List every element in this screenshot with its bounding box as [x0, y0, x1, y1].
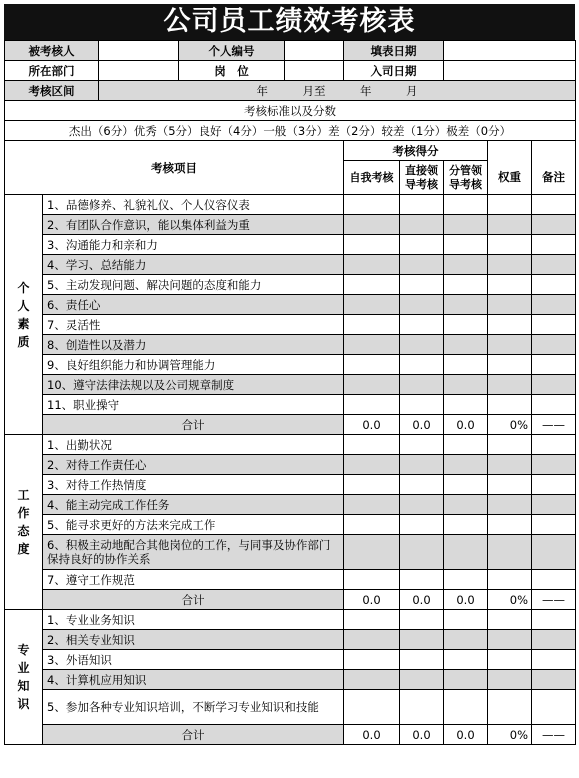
self-score-cell[interactable]: [344, 630, 400, 650]
total-manager: 0.0: [444, 415, 488, 435]
direct-score-cell[interactable]: [400, 670, 444, 690]
weight-cell[interactable]: [488, 630, 532, 650]
item-label: 10、遵守法律法规以及公司规章制度: [43, 375, 344, 395]
self-score-cell[interactable]: [344, 255, 400, 275]
section-professional-knowledge: [5, 610, 43, 745]
column-direct: 直接领导考核: [400, 161, 444, 195]
weight-cell[interactable]: [488, 295, 532, 315]
table-row: [5, 495, 576, 515]
manager-score-cell[interactable]: [444, 455, 488, 475]
staff-id-field[interactable]: [285, 41, 344, 61]
manager-score-cell[interactable]: [444, 355, 488, 375]
weight-cell[interactable]: [488, 355, 532, 375]
weight-cell[interactable]: [488, 475, 532, 495]
item-label: 4、能主动完成工作任务: [43, 495, 344, 515]
direct-score-cell[interactable]: [400, 215, 444, 235]
self-score-cell[interactable]: [344, 395, 400, 415]
table-row: [5, 295, 576, 315]
note-cell[interactable]: [532, 650, 576, 670]
evaluation-table: [4, 40, 576, 745]
total-label: 合计: [43, 415, 344, 435]
evaluatee-field[interactable]: [99, 41, 179, 61]
label-position: 岗 位: [179, 61, 285, 81]
item-label: 9、良好组织能力和协调管理能力: [43, 355, 344, 375]
weight-cell[interactable]: [488, 690, 532, 725]
table-row: [5, 375, 576, 395]
label-staff-id: 个人编号: [179, 41, 285, 61]
direct-score-cell[interactable]: [400, 475, 444, 495]
form-title: 公司员工绩效考核表: [4, 4, 575, 40]
weight-cell[interactable]: [488, 650, 532, 670]
join-date-field[interactable]: [444, 61, 576, 81]
item-label: 3、外语知识: [43, 650, 344, 670]
total-label: 合计: [43, 590, 344, 610]
weight-cell[interactable]: [488, 455, 532, 475]
total-manager: 0.0: [444, 725, 488, 745]
note-cell[interactable]: [532, 295, 576, 315]
manager-score-cell[interactable]: [444, 610, 488, 630]
self-score-cell[interactable]: [344, 275, 400, 295]
period-field[interactable]: 年 月至 年 月: [99, 81, 576, 101]
table-row: [5, 335, 576, 355]
table-row: [5, 275, 576, 295]
note-cell[interactable]: [532, 690, 576, 725]
item-label: 8、创造性以及潜力: [43, 335, 344, 355]
item-label: 1、出勤状况: [43, 435, 344, 455]
note-cell[interactable]: [532, 630, 576, 650]
manager-score-cell[interactable]: [444, 495, 488, 515]
criteria-scale: 杰出（6分）优秀（5分）良好（4分）一般（3分）差（2分）较差（1分）极差（0分）: [5, 121, 576, 141]
header-blank-weight: [488, 141, 532, 161]
note-cell[interactable]: [532, 570, 576, 590]
direct-score-cell[interactable]: [400, 610, 444, 630]
item-label: 2、相关专业知识: [43, 630, 344, 650]
label-period: 考核区间: [5, 81, 99, 101]
self-score-cell[interactable]: [344, 215, 400, 235]
weight-cell[interactable]: [488, 610, 532, 630]
direct-score-cell[interactable]: [400, 355, 444, 375]
weight-cell[interactable]: [488, 535, 532, 570]
item-label: 7、遵守工作规范: [43, 570, 344, 590]
manager-score-cell[interactable]: [444, 690, 488, 725]
self-score-cell[interactable]: [344, 670, 400, 690]
direct-score-cell[interactable]: [400, 255, 444, 275]
manager-score-cell[interactable]: [444, 375, 488, 395]
manager-score-cell[interactable]: [444, 235, 488, 255]
self-score-cell[interactable]: [344, 690, 400, 725]
label-evaluatee: 被考核人: [5, 41, 99, 61]
direct-score-cell[interactable]: [400, 455, 444, 475]
evaluation-form: [4, 4, 575, 745]
item-label: 6、积极主动地配合其他岗位的工作，与同事及协作部门保持良好的协作关系: [43, 535, 344, 570]
item-label: 5、参加各种专业知识培训，不断学习专业知识和技能: [43, 690, 344, 725]
self-score-cell[interactable]: [344, 650, 400, 670]
manager-score-cell[interactable]: [444, 670, 488, 690]
column-score-group: 考核得分: [344, 141, 488, 161]
table-row: [5, 535, 576, 570]
table-row: [5, 255, 576, 275]
table-row: [5, 395, 576, 415]
self-score-cell[interactable]: [344, 375, 400, 395]
direct-score-cell[interactable]: [400, 235, 444, 255]
note-cell[interactable]: [532, 215, 576, 235]
direct-score-cell[interactable]: [400, 495, 444, 515]
item-label: 2、对待工作责任心: [43, 455, 344, 475]
table-row: [5, 570, 576, 590]
total-note: ——: [532, 415, 576, 435]
total-weight: 0%: [488, 590, 532, 610]
self-score-cell[interactable]: [344, 475, 400, 495]
direct-score-cell[interactable]: [400, 395, 444, 415]
total-note: ——: [532, 725, 576, 745]
item-label: 5、主动发现问题、解决问题的态度和能力: [43, 275, 344, 295]
direct-score-cell[interactable]: [400, 375, 444, 395]
direct-score-cell[interactable]: [400, 690, 444, 725]
direct-score-cell[interactable]: [400, 630, 444, 650]
self-score-cell[interactable]: [344, 195, 400, 215]
direct-score-cell[interactable]: [400, 295, 444, 315]
position-field[interactable]: [285, 61, 344, 81]
manager-score-cell[interactable]: [444, 570, 488, 590]
table-row: [5, 650, 576, 670]
item-label: 1、专业业务知识: [43, 610, 344, 630]
self-score-cell[interactable]: [344, 295, 400, 315]
total-direct: 0.0: [400, 590, 444, 610]
header-blank-note: [532, 141, 576, 161]
weight-cell[interactable]: [488, 570, 532, 590]
total-row: [5, 415, 576, 435]
note-cell[interactable]: [532, 495, 576, 515]
self-score-cell[interactable]: [344, 610, 400, 630]
table-row: [5, 215, 576, 235]
table-row: [5, 690, 576, 725]
total-row: [5, 725, 576, 745]
manager-score-cell[interactable]: [444, 630, 488, 650]
self-score-cell[interactable]: [344, 435, 400, 455]
manager-score-cell[interactable]: [444, 650, 488, 670]
item-label: 6、责任心: [43, 295, 344, 315]
weight-cell[interactable]: [488, 195, 532, 215]
section-name: 个人素质: [17, 280, 30, 349]
direct-score-cell[interactable]: [400, 435, 444, 455]
manager-score-cell[interactable]: [444, 295, 488, 315]
note-cell[interactable]: [532, 515, 576, 535]
weight-cell[interactable]: [488, 670, 532, 690]
self-score-cell[interactable]: [344, 355, 400, 375]
self-score-cell[interactable]: [344, 570, 400, 590]
direct-score-cell[interactable]: [400, 195, 444, 215]
self-score-cell[interactable]: [344, 515, 400, 535]
section-name: 专业知识: [17, 643, 30, 711]
weight-cell[interactable]: [488, 275, 532, 295]
weight-cell[interactable]: [488, 395, 532, 415]
table-row: [5, 195, 576, 215]
note-cell[interactable]: [532, 455, 576, 475]
item-label: 3、沟通能力和亲和力: [43, 235, 344, 255]
total-direct: 0.0: [400, 725, 444, 745]
self-score-cell[interactable]: [344, 235, 400, 255]
table-row: [5, 235, 576, 255]
item-label: 4、计算机应用知识: [43, 670, 344, 690]
weight-cell[interactable]: [488, 315, 532, 335]
label-fill-date: 填表日期: [344, 41, 444, 61]
weight-cell[interactable]: [488, 215, 532, 235]
note-cell[interactable]: [532, 355, 576, 375]
total-label: 合计: [43, 725, 344, 745]
weight-cell[interactable]: [488, 235, 532, 255]
note-cell[interactable]: [532, 475, 576, 495]
manager-score-cell[interactable]: [444, 435, 488, 455]
note-cell[interactable]: [532, 255, 576, 275]
direct-score-cell[interactable]: [400, 515, 444, 535]
fill-date-field[interactable]: [444, 41, 576, 61]
self-score-cell[interactable]: [344, 335, 400, 355]
criteria-heading: 考核标准以及分数: [5, 101, 576, 121]
note-cell[interactable]: [532, 435, 576, 455]
direct-score-cell[interactable]: [400, 315, 444, 335]
weight-cell[interactable]: [488, 495, 532, 515]
section-personal-quality: [5, 195, 43, 435]
total-row: [5, 590, 576, 610]
item-label: 2、有团队合作意识，能以集体利益为重: [43, 215, 344, 235]
direct-score-cell[interactable]: [400, 535, 444, 570]
manager-score-cell[interactable]: [444, 195, 488, 215]
note-cell[interactable]: [532, 315, 576, 335]
table-row: [5, 610, 576, 630]
direct-score-cell[interactable]: [400, 650, 444, 670]
note-cell[interactable]: [532, 335, 576, 355]
self-score-cell[interactable]: [344, 535, 400, 570]
total-manager: 0.0: [444, 590, 488, 610]
manager-score-cell[interactable]: [444, 335, 488, 355]
item-label: 11、职业操守: [43, 395, 344, 415]
self-score-cell[interactable]: [344, 315, 400, 335]
self-score-cell[interactable]: [344, 495, 400, 515]
weight-cell[interactable]: [488, 335, 532, 355]
total-self: 0.0: [344, 725, 400, 745]
section-work-attitude: [5, 435, 43, 610]
total-direct: 0.0: [400, 415, 444, 435]
total-weight: 0%: [488, 725, 532, 745]
table-row: [5, 670, 576, 690]
label-join-date: 入司日期: [344, 61, 444, 81]
manager-score-cell[interactable]: [444, 395, 488, 415]
weight-cell[interactable]: [488, 435, 532, 455]
manager-score-cell[interactable]: [444, 475, 488, 495]
table-row: [5, 515, 576, 535]
manager-score-cell[interactable]: [444, 215, 488, 235]
manager-score-cell[interactable]: [444, 515, 488, 535]
total-note: ——: [532, 590, 576, 610]
column-self: 自我考核: [344, 161, 400, 195]
column-weight: 权重: [488, 161, 532, 195]
table-row: [5, 315, 576, 335]
section-name: 工作态度: [17, 488, 30, 556]
column-manager: 分管领导考核: [444, 161, 488, 195]
note-cell[interactable]: [532, 275, 576, 295]
total-weight: 0%: [488, 415, 532, 435]
direct-score-cell[interactable]: [400, 570, 444, 590]
item-label: 4、学习、总结能力: [43, 255, 344, 275]
item-label: 1、品德修养、礼貌礼仪、个人仪容仪表: [43, 195, 344, 215]
direct-score-cell[interactable]: [400, 275, 444, 295]
table-row: [5, 435, 576, 455]
note-cell[interactable]: [532, 535, 576, 570]
note-cell[interactable]: [532, 375, 576, 395]
label-department: 所在部门: [5, 61, 99, 81]
item-label: 5、能寻求更好的方法来完成工作: [43, 515, 344, 535]
table-row: [5, 475, 576, 495]
note-cell[interactable]: [532, 195, 576, 215]
column-note: 备注: [532, 161, 576, 195]
self-score-cell[interactable]: [344, 455, 400, 475]
weight-cell[interactable]: [488, 515, 532, 535]
manager-score-cell[interactable]: [444, 315, 488, 335]
total-self: 0.0: [344, 590, 400, 610]
direct-score-cell[interactable]: [400, 335, 444, 355]
manager-score-cell[interactable]: [444, 275, 488, 295]
note-cell[interactable]: [532, 395, 576, 415]
weight-cell[interactable]: [488, 255, 532, 275]
table-row: [5, 355, 576, 375]
table-row: [5, 455, 576, 475]
note-cell[interactable]: [532, 235, 576, 255]
total-self: 0.0: [344, 415, 400, 435]
table-row: [5, 630, 576, 650]
item-label: 3、对待工作热情度: [43, 475, 344, 495]
manager-score-cell[interactable]: [444, 535, 488, 570]
department-field[interactable]: [99, 61, 179, 81]
weight-cell[interactable]: [488, 375, 532, 395]
column-item: 考核项目: [5, 141, 344, 195]
manager-score-cell[interactable]: [444, 255, 488, 275]
item-label: 7、灵活性: [43, 315, 344, 335]
note-cell[interactable]: [532, 670, 576, 690]
note-cell[interactable]: [532, 610, 576, 630]
